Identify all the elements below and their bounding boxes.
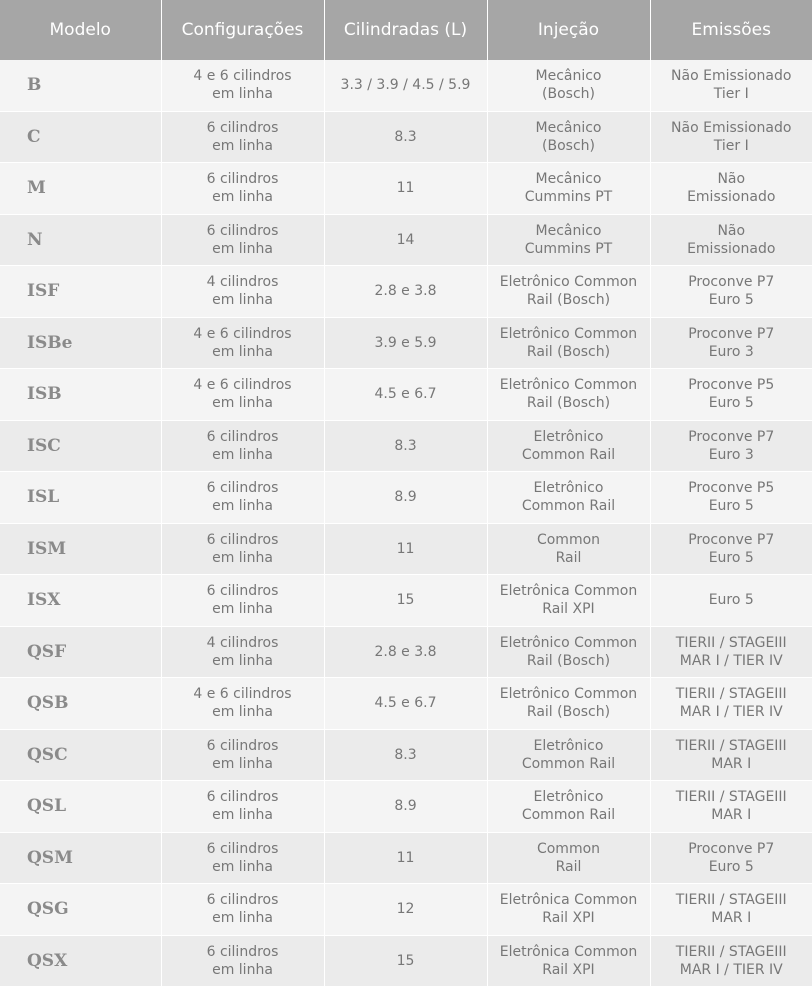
- configuration-cell: 6 cilindros em linha: [161, 884, 324, 936]
- displacement-cell: 4.5 e 6.7: [324, 369, 487, 421]
- table-row: [0, 472, 812, 524]
- header-cilindradas: Cilindradas (L): [324, 0, 487, 60]
- emissions-cell: TIERII / STAGEIII MAR I: [650, 884, 812, 936]
- model-cell: ISBe: [0, 317, 161, 369]
- displacement-cell: 2.8 e 3.8: [324, 266, 487, 318]
- model-cell: ISC: [0, 420, 161, 472]
- header-emissoes: Emissões: [650, 0, 812, 60]
- injection-cell: Eletrônico Common Rail: [487, 781, 650, 833]
- configuration-cell: 6 cilindros em linha: [161, 420, 324, 472]
- injection-cell: Eletrônica Common Rail XPI: [487, 884, 650, 936]
- configuration-cell: 6 cilindros em linha: [161, 523, 324, 575]
- displacement-cell: 8.9: [324, 781, 487, 833]
- model-cell: QSL: [0, 781, 161, 833]
- table-header: [0, 0, 812, 60]
- configuration-cell: 6 cilindros em linha: [161, 935, 324, 987]
- model-cell: QSB: [0, 678, 161, 730]
- table-row: [0, 781, 812, 833]
- table-row: [0, 678, 812, 730]
- injection-cell: Eletrônico Common Rail: [487, 472, 650, 524]
- injection-cell: Common Rail: [487, 523, 650, 575]
- displacement-cell: 3.9 e 5.9: [324, 317, 487, 369]
- emissions-cell: Não Emissionado: [650, 163, 812, 215]
- table-row: [0, 420, 812, 472]
- table-row: [0, 369, 812, 421]
- table-row: [0, 729, 812, 781]
- emissions-cell: TIERII / STAGEIII MAR I / TIER IV: [650, 935, 812, 987]
- injection-cell: Eletrônico Common Rail: [487, 420, 650, 472]
- configuration-cell: 4 cilindros em linha: [161, 266, 324, 318]
- injection-cell: Mecânico Cummins PT: [487, 163, 650, 215]
- displacement-cell: 14: [324, 214, 487, 266]
- model-cell: QSG: [0, 884, 161, 936]
- injection-cell: Eletrônica Common Rail XPI: [487, 935, 650, 987]
- model-cell: ISB: [0, 369, 161, 421]
- configuration-cell: 4 e 6 cilindros em linha: [161, 317, 324, 369]
- model-cell: ISF: [0, 266, 161, 318]
- displacement-cell: 15: [324, 935, 487, 987]
- injection-cell: Eletrônico Common Rail: [487, 729, 650, 781]
- configuration-cell: 6 cilindros em linha: [161, 832, 324, 884]
- configuration-cell: 6 cilindros em linha: [161, 214, 324, 266]
- model-cell: ISX: [0, 575, 161, 627]
- model-cell: M: [0, 163, 161, 215]
- emissions-cell: Euro 5: [650, 575, 812, 627]
- injection-cell: Mecânico (Bosch): [487, 111, 650, 163]
- configuration-cell: 6 cilindros em linha: [161, 781, 324, 833]
- displacement-cell: 8.9: [324, 472, 487, 524]
- model-cell: N: [0, 214, 161, 266]
- header-configuracoes: Configurações: [161, 0, 324, 60]
- table-row: [0, 60, 812, 111]
- displacement-cell: 11: [324, 523, 487, 575]
- table-row: [0, 935, 812, 987]
- configuration-cell: 4 e 6 cilindros em linha: [161, 678, 324, 730]
- injection-cell: Eletrônico Common Rail (Bosch): [487, 266, 650, 318]
- model-cell: QSX: [0, 935, 161, 987]
- table-row: [0, 111, 812, 163]
- table-row: [0, 626, 812, 678]
- displacement-cell: 2.8 e 3.8: [324, 626, 487, 678]
- displacement-cell: 15: [324, 575, 487, 627]
- emissions-cell: Não Emissionado Tier I: [650, 60, 812, 111]
- emissions-cell: Proconve P5 Euro 5: [650, 369, 812, 421]
- model-cell: B: [0, 60, 161, 111]
- model-cell: C: [0, 111, 161, 163]
- header-modelo: Modelo: [0, 0, 161, 60]
- configuration-cell: 6 cilindros em linha: [161, 472, 324, 524]
- emissions-cell: Proconve P5 Euro 5: [650, 472, 812, 524]
- configuration-cell: 6 cilindros em linha: [161, 111, 324, 163]
- configuration-cell: 6 cilindros em linha: [161, 729, 324, 781]
- configuration-cell: 4 cilindros em linha: [161, 626, 324, 678]
- emissions-cell: Proconve P7 Euro 3: [650, 420, 812, 472]
- emissions-cell: Proconve P7 Euro 5: [650, 266, 812, 318]
- table-body: [0, 60, 812, 987]
- model-cell: QSC: [0, 729, 161, 781]
- emissions-cell: TIERII / STAGEIII MAR I: [650, 729, 812, 781]
- table-row: [0, 575, 812, 627]
- table-row: [0, 266, 812, 318]
- emissions-cell: Não Emissionado Tier I: [650, 111, 812, 163]
- injection-cell: Common Rail: [487, 832, 650, 884]
- displacement-cell: 4.5 e 6.7: [324, 678, 487, 730]
- displacement-cell: 8.3: [324, 729, 487, 781]
- displacement-cell: 11: [324, 163, 487, 215]
- injection-cell: Mecânico (Bosch): [487, 60, 650, 111]
- table-row: [0, 884, 812, 936]
- displacement-cell: 8.3: [324, 111, 487, 163]
- displacement-cell: 3.3 / 3.9 / 4.5 / 5.9: [324, 60, 487, 111]
- injection-cell: Eletrônico Common Rail (Bosch): [487, 317, 650, 369]
- injection-cell: Mecânico Cummins PT: [487, 214, 650, 266]
- table-row: [0, 317, 812, 369]
- configuration-cell: 4 e 6 cilindros em linha: [161, 60, 324, 111]
- emissions-cell: Proconve P7 Euro 5: [650, 523, 812, 575]
- displacement-cell: 11: [324, 832, 487, 884]
- emissions-cell: TIERII / STAGEIII MAR I / TIER IV: [650, 626, 812, 678]
- configuration-cell: 4 e 6 cilindros em linha: [161, 369, 324, 421]
- injection-cell: Eletrônico Common Rail (Bosch): [487, 369, 650, 421]
- configuration-cell: 6 cilindros em linha: [161, 575, 324, 627]
- injection-cell: Eletrônico Common Rail (Bosch): [487, 626, 650, 678]
- emissions-cell: Proconve P7 Euro 5: [650, 832, 812, 884]
- emissions-cell: Não Emissionado: [650, 214, 812, 266]
- displacement-cell: 12: [324, 884, 487, 936]
- model-cell: QSF: [0, 626, 161, 678]
- configuration-cell: 6 cilindros em linha: [161, 163, 324, 215]
- model-cell: ISM: [0, 523, 161, 575]
- emissions-cell: TIERII / STAGEIII MAR I / TIER IV: [650, 678, 812, 730]
- injection-cell: Eletrônica Common Rail XPI: [487, 575, 650, 627]
- header-row: [0, 0, 812, 60]
- header-injecao: Injeção: [487, 0, 650, 60]
- emissions-cell: TIERII / STAGEIII MAR I: [650, 781, 812, 833]
- table-row: [0, 163, 812, 215]
- table-row: [0, 523, 812, 575]
- table-row: [0, 214, 812, 266]
- model-cell: QSM: [0, 832, 161, 884]
- emissions-cell: Proconve P7 Euro 3: [650, 317, 812, 369]
- injection-cell: Eletrônico Common Rail (Bosch): [487, 678, 650, 730]
- table-row: [0, 832, 812, 884]
- displacement-cell: 8.3: [324, 420, 487, 472]
- model-cell: ISL: [0, 472, 161, 524]
